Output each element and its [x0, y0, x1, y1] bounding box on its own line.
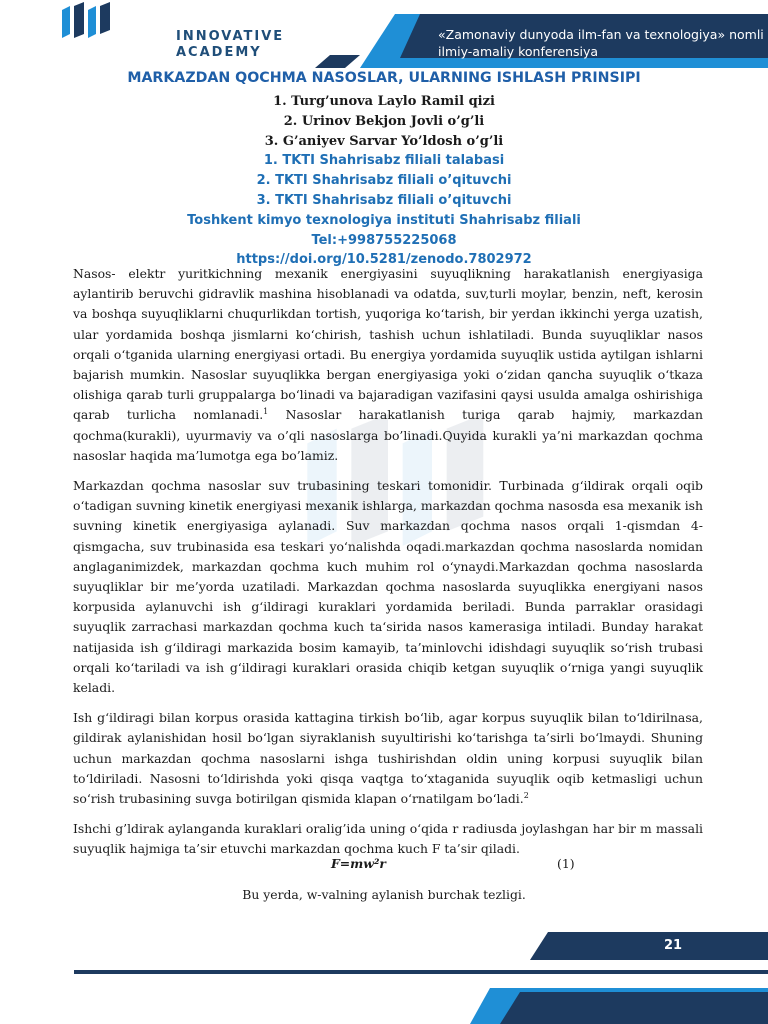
conference-line-2: ilmiy-amaliy konferensiya [438, 44, 599, 59]
paragraph-1-text: Nasos- elektr yuritkichning mexanik energiyasini suyuqlikning harakatlanish energiyasiga aylantirib beruvchi gidravlik mashina hisoblanadi va odatda, suv,turli moylar, benzin, neft, kerosin va boshqa suyuqliklarni chuqurlikdan tortish, yuqoriga ko‘tarish, bir yerdan ikkinchi yerga uzatish, ular yordamida boshqa jismlarni ko‘chirish, tashish uchun ishlatiladi. Bunda suyuqliklar nasos orqali o‘tganida ularning energiyasi ortadi. Bu energiya yordamida suyuqlik ustida aytilgan ishlarni bajarish mumkin. Nasoslar suyuqlikka bergan energiyasiga yoki o‘zidan qancha suyuqlik o‘tkaza olishiga qarab turli gruppalarga bo‘linadi va bajaradigan vazifasini qaysi usulda amalga oshirishiga qarab turlicha nomlanadi. [73, 266, 703, 423]
formula-line [0, 856, 768, 876]
page-footer [0, 930, 768, 1024]
page-number: 21 [664, 938, 683, 953]
footer-banner [0, 930, 768, 1024]
formula-explanation: Bu yerda, w-valning aylanish burchak tezligi. [242, 887, 526, 902]
author-1: 1. Turg’unova Laylo Ramil qizi [273, 94, 495, 109]
conference-line-1: «Zamonaviy dunyoda ilm-fan va texnologiya» nomli [438, 27, 764, 42]
author-2: 2. Urinov Bekjon Jovli o’g’li [283, 113, 485, 129]
conference-title [438, 26, 768, 60]
phone-number: Tel:+998755225068 [311, 232, 457, 248]
doi-link[interactable]: https://doi.org/10.5281/zenodo.7802972 [236, 252, 532, 268]
paragraph-1 [73, 264, 703, 466]
footnote-mark-1[interactable]: 1 [263, 407, 269, 417]
article-body [73, 264, 703, 870]
affiliation-1: 1. TKTI Shahrisabz filiali talabasi [263, 153, 505, 169]
affiliation-2: 2. TKTI Shahrisabz filiali o’qituvchi [256, 173, 512, 189]
affiliation-3: 3. TKTI Shahrisabz filiali o’qituvchi [256, 192, 512, 208]
paragraph-1-tail: Nasoslar harakatlanish turiga qarab hajmiy, markazdan qochma(kurakli), uyurmaviy va o’qli nasoslarga bo’linadi.Quyida kurakli ya’ni markazdan qochma nasoslar haqida ma’lumotga ega bo’lamiz. [73, 407, 703, 463]
article-metadata [0, 92, 768, 270]
academy-logo-icon [0, 0, 180, 40]
paragraph-3 [73, 708, 703, 809]
logo-text [176, 29, 284, 61]
logo-line-1: INNOVATIVE [176, 29, 285, 44]
logo-line-2: ACADEMY [176, 45, 262, 60]
formula: F=mw²r [331, 856, 386, 871]
article-title: MARKAZDAN QOCHMA NASOSLAR, ULARNING ISHLASH PRINSIPI [127, 70, 641, 86]
paragraph-2: Markazdan qochma nasoslar suv trubasining teskari tomonidir. Turbinada g‘ildirak orqali oqib o‘tadigan suvning kinetik energiyasi mexanik ishlarga, markazdan qochma nasosda esa mexanik ish suvning kinetik energiyasiga aylanadi. Suv markazdan qochma nasos orqali 1-qismdan 4-qismgacha, suv trubinasida esa teskari yo‘nalishda oqadi.markazdan qochma nasoslarda nomidan anglaganimizdek, markazdan qochma kuch muhim rol o‘ynaydi.Markazdan qochma nasoslarda suyuqliklar bir me’yorda uzatiladi. Markazdan qochma nasoslarda suyuqlikka energiyani nasos korpusida aylanuvchi ish g‘ildiragi kuraklari yordamida beriladi. Bunda parraklar orasidagi suyuqlik zarrachasi markazdan qochma kuch ta‘sirida nasos kamerasiga intiladi. Bunday harakat natijasida ish g‘ildiragi markazida bosim kamayib, ta’minlovchi idishdagi suyuqlik so‘rish trubasi orqali ko‘tariladi va ish g‘ildiragi kuraklari orasida chiqib ketgan suyuqlik o‘rniga yangi suyuqlik keladi. [73, 478, 704, 696]
footnote-mark-2[interactable]: 2 [523, 790, 529, 800]
institute-name: Toshkent kimyo texnologiya instituti Shahrisabz filiali [187, 212, 581, 228]
page-header [0, 0, 768, 80]
author-3: 3. G’aniyev Sarvar Yo’ldosh o’g’li [264, 133, 504, 149]
formula-number: (1) [557, 856, 575, 871]
paragraph-4: Ishchi g’ldirak aylanganda kuraklari oralig’ida uning o‘qida r radiusda joylashgan har bir m massali suyuqlik hajmiga ta’sir etuvchi markazdan qochma kuch F ta’sir qiladi. [73, 821, 703, 857]
paragraph-3-text: Ish g‘ildiragi bilan korpus orasida kattagina tirkish bo‘lib, agar korpus suyuqlik bilan to‘ldirilnasa, gildirak aylanishidan hosil bo‘lgan siyraklanish suyultirishi ko‘tarishga ta’sirli bo‘lmaydi. Shuning uchun markazdan qochma nasoslarni ishga tushirishdan oldin uning korpusi suyuqlik bilan to‘ldiriladi. Nasosni to‘ldirishda yoki qisqa vaqtga to‘xtaganida suyuqlik oqib ketmasligi uchun so‘rish trubasining suvga botirilgan qismida klapan o‘rnatilgam bo‘ladi. [73, 710, 703, 807]
